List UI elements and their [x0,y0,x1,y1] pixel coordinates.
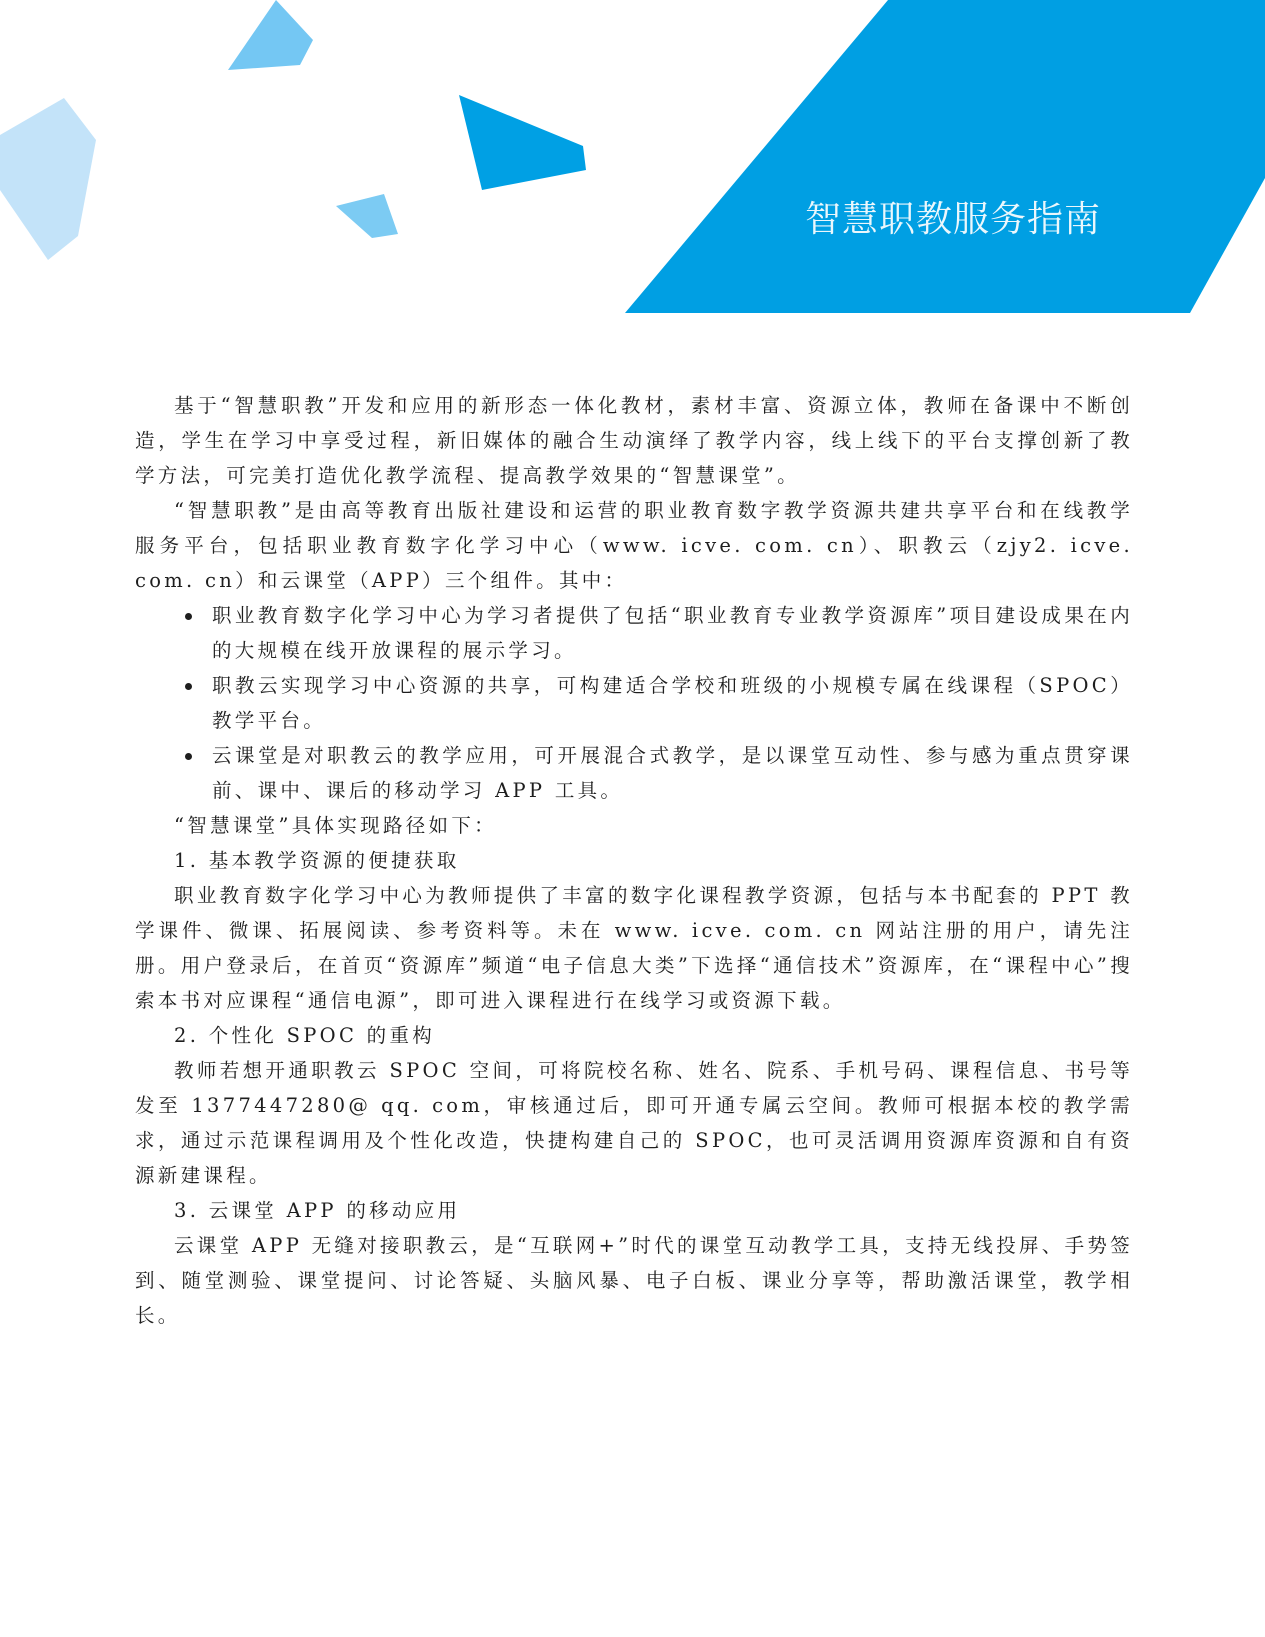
list-item [135,598,1133,668]
list-item-text: 职业教育数字化学习中心为学习者提供了包括“职业教育专业教学资源库”项目建设成果在内的大规模在线开放课程的展示学习。 [212,604,1133,662]
header-decoration [0,0,1265,320]
intro-paragraph: 基于“智慧职教”开发和应用的新形态一体化教材，素材丰富、资源立体，教师在备课中不断创造，学生在学习中享受过程，新旧媒体的融合生动演绎了教学内容，线上线下的平台支撑创新了教学方法，可完美打造优化教学流程、提高教学效果的“智慧课堂”。 [135,394,1133,487]
bullet-icon [185,753,192,760]
section-heading-resources: 1. 基本教学资源的便捷获取 [174,849,460,872]
platform-paragraph: “智慧职教”是由高等教育出版社建设和运营的职业教育数字教学资源共建共享平台和在线教学服务平台，包括职业教育数字化学习中心（www. icve. com. cn）、职教云（zjy2. icve. com. cn）和云课堂（APP）三个组件。其中： [135,499,1133,592]
component-list [135,598,1133,808]
section-paragraph-app: 云课堂 APP 无缝对接职教云，是“互联网+”时代的课堂互动教学工具，支持无线投屏、手势签到、随堂测验、课堂提问、讨论答疑、头脑风暴、电子白板、课业分享等，帮助激活课堂，教学相长。 [135,1234,1133,1327]
section-heading-spoc: 2. 个性化 SPOC 的重构 [174,1024,436,1047]
section-heading-app: 3. 云课堂 APP 的移动应用 [174,1199,461,1222]
list-item-text: 职教云实现学习中心资源的共享，可构建适合学校和班级的小规模专属在线课程（SPOC）教学平台。 [212,674,1133,732]
list-item [135,738,1133,808]
guide-title: 智慧职教服务指南 [805,199,1102,240]
path-intro: “智慧课堂”具体实现路径如下： [174,814,497,837]
decor-shard-top [228,0,313,70]
section-paragraph-spoc: 教师若想开通职教云 SPOC 空间，可将院校名称、姓名、院系、手机号码、课程信息、书号等发至 1377447280@ qq. com，审核通过后，即可开通专属云空间。教师可根据本校的教学需求，通过示范课程调用及个性化改造，快捷构建自己的 SPOC，也可灵活调用资源库资源和自有资源新建课程。 [135,1059,1133,1187]
decor-shard-small [336,194,398,238]
bullet-icon [185,683,192,690]
document-body [135,388,1133,1333]
header-banner-shape [625,0,1265,313]
bullet-icon [185,613,192,620]
list-item-text: 云课堂是对职教云的教学应用，可开展混合式教学，是以课堂互动性、参与感为重点贯穿课前、课中、课后的移动学习 APP 工具。 [212,744,1133,802]
decor-shard-center [459,95,586,190]
section-paragraph-resources: 职业教育数字化学习中心为教师提供了丰富的数字化课程教学资源，包括与本书配套的 PPT 教学课件、微课、拓展阅读、参考资料等。未在 www. icve. com. cn 网站注册的用户，请先注册。用户登录后，在首页“资源库”频道“电子信息大类”下选择“通信技术”资源库，在“课程中心”搜索本书对应课程“通信电源”，即可进入课程进行在线学习或资源下载。 [135,884,1133,1012]
decor-shard-left [0,98,96,260]
list-item [135,668,1133,738]
